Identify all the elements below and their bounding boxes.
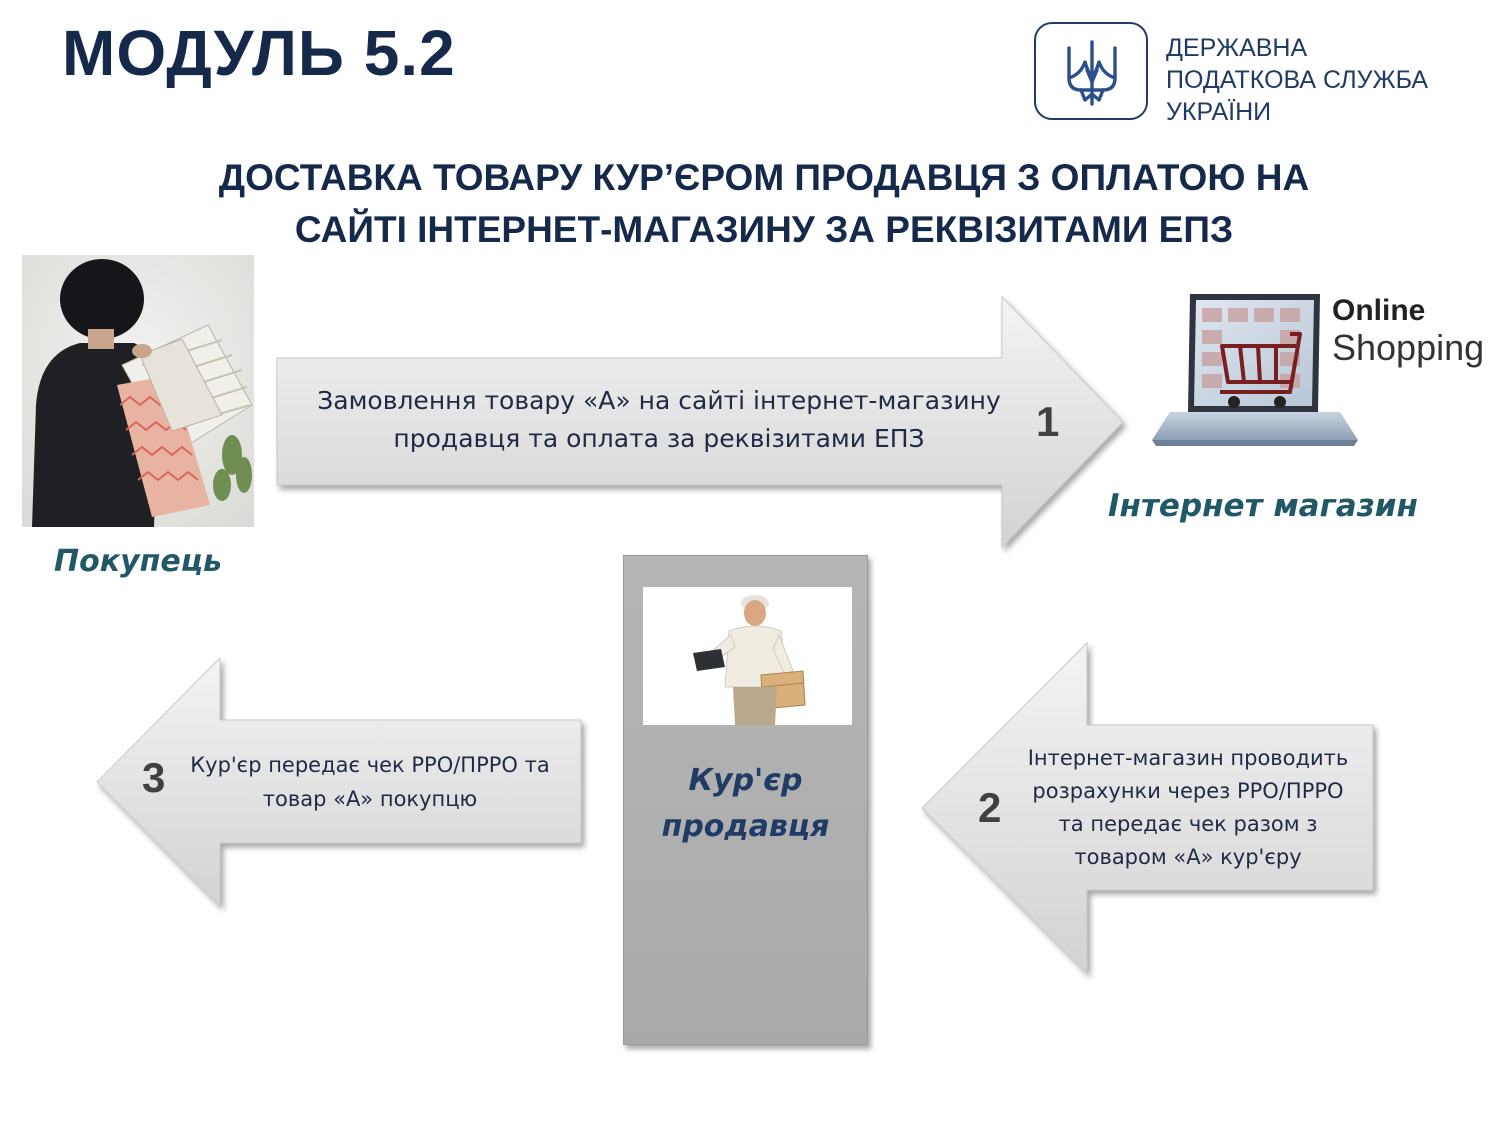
online-logo-text: Online [1332,294,1426,327]
courier-label-line: продавця [661,809,830,844]
step-2-line: Інтернет-магазин проводить [1027,746,1349,770]
subtitle-line: САЙТІ ІНТЕРНЕТ-МАГАЗИНУ ЗА РЕКВІЗИТАМИ ЕПЗ [294,209,1234,250]
courier-photo [643,587,852,725]
step-2-line: та передає чек разом з [1058,812,1318,836]
shopping-logo-text: Shopping [1332,327,1484,368]
online-shopping-image [1140,282,1484,474]
buyer-photo [22,255,254,527]
step-2-number: 2 [978,784,1002,831]
org-name-line: ДЕРЖАВНА [1166,34,1308,62]
buyer-label: Покупець [54,544,222,579]
step-2-line: товаром «А» кур'єру [1074,845,1302,869]
step-3-line: товар «А» покупцю [262,787,478,811]
step-3-number: 3 [142,754,166,801]
step-3-text [170,748,570,816]
step-1-text [280,382,1038,458]
step-2-line: розрахунки через РРО/ПРРО [1032,779,1344,803]
org-name-line: УКРАЇНИ [1166,98,1272,126]
step-3-line: Кур'єр передає чек РРО/ПРРО та [190,753,550,777]
step-2-text [1008,742,1368,874]
shop-label: Інтернет магазин [1108,488,1418,524]
org-name-line: ПОДАТКОВА СЛУЖБА [1166,66,1429,94]
subtitle-line: ДОСТАВКА ТОВАРУ КУР’ЄРОМ ПРОДАВЦЯ З ОПЛАТОЮ НА [218,157,1310,198]
step-1-line: Замовлення товару «А» на сайті інтернет-магазину [317,386,1001,415]
courier-label [623,758,868,850]
module-title: МОДУЛЬ 5.2 [62,17,456,89]
courier-label-line: Кур'єр [688,763,803,798]
step-1-number: 1 [1036,398,1060,445]
step-1-line: продавця та оплата за реквізитами ЕПЗ [393,424,925,453]
